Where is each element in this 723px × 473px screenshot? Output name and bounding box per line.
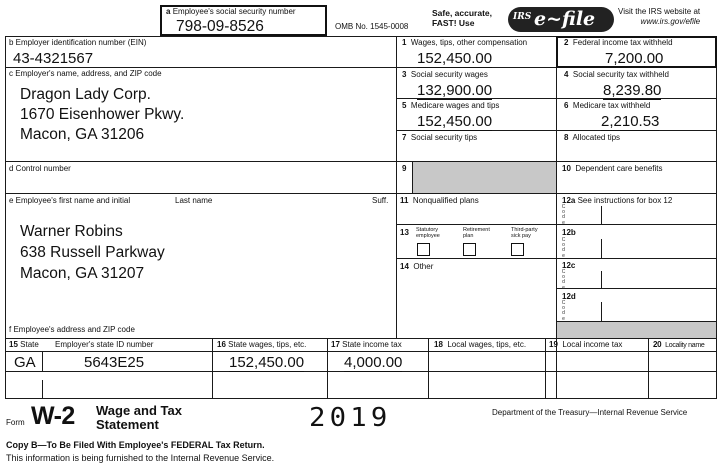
box5-label: 5 Medicare wages and tips (402, 101, 500, 110)
box2-label: 2 Federal income tax withheld (564, 38, 673, 47)
box13-statutory-label: Statutory employee (416, 227, 440, 239)
box11-label: 11 Nonqualified plans (400, 196, 479, 205)
efile-logo-irs: IRS (513, 12, 532, 22)
box9-shaded (412, 162, 556, 193)
box15-label: 15 State (9, 340, 39, 349)
employee-name-label: e Employee's first name and initial (9, 196, 131, 205)
box14-label: 14 Other (400, 262, 434, 271)
box3-label: 3 Social security wages (402, 70, 488, 79)
safe-text: Safe, accurate, FAST! Use (432, 8, 493, 28)
box12b-code-label: C o d e (561, 237, 566, 259)
box12a-code-label: C o d e (561, 204, 566, 226)
omb-number: OMB No. 1545-0008 (335, 22, 409, 31)
retirement-plan-checkbox[interactable] (463, 243, 476, 256)
box17-label: 17 State income tax (331, 340, 402, 349)
employee-city: Macon, GA 31207 (20, 265, 145, 282)
box12c-label: 12c (562, 261, 576, 270)
box10-label: 10 Dependent care benefits (562, 164, 663, 173)
form-name: W-2 (31, 402, 75, 430)
box17-value: 4,000.00 (344, 354, 403, 371)
employee-last-name-label: Last name (175, 196, 213, 205)
employer-name-label: c Employer's name, address, and ZIP code (9, 69, 162, 78)
box12a-label: 12a See instructions for box 12 (562, 196, 673, 205)
box20-label: 20 Locality name (653, 340, 705, 349)
box4-value: 8,239.80 (603, 82, 662, 99)
box12c-code-label: C o d e (561, 269, 566, 291)
box13-thirdparty-label: Third-party sick pay (511, 227, 538, 239)
visit-text: Visit the IRS website at www.irs.gov/efile (618, 7, 701, 26)
box16-value: 152,450.00 (229, 354, 305, 371)
employer-address: 1670 Eisenhower Pkwy. (20, 106, 185, 123)
state-value: GA (14, 354, 36, 371)
form-title: Wage and Tax Statement (96, 403, 182, 432)
department-text: Department of the Treasury—Internal Revenue Service (492, 408, 688, 417)
efile-logo-icon (508, 7, 614, 32)
box6-value: 2,210.53 (601, 113, 660, 130)
employee-suffix-label: Suff. (372, 196, 389, 205)
box12d-code-label: C o d e (561, 300, 566, 322)
box9-label: 9 (402, 164, 407, 173)
third-party-sick-pay-checkbox[interactable] (511, 243, 524, 256)
efile-logo-text: e~file (534, 8, 596, 30)
employer-state-id-label: Employer's state ID number (55, 340, 154, 349)
statutory-employee-checkbox[interactable] (417, 243, 430, 256)
box3-value: 132,900.00 (417, 82, 493, 99)
ein-label: b Employer identification number (EIN) (9, 38, 147, 47)
box6-label: 6 Medicare tax withheld (564, 101, 651, 110)
box4-label: 4 Social security tax withheld (564, 70, 669, 79)
box5-value: 152,450.00 (417, 113, 493, 130)
state-id-value: 5643E25 (84, 354, 145, 371)
employee-address-label: f Employee's address and ZIP code (9, 325, 135, 334)
employer-name: Dragon Lady Corp. (20, 86, 151, 103)
form-word: Form (6, 418, 25, 427)
box19-label: 19 Local income tax (549, 340, 623, 349)
copy-b-line: Copy B—To Be Filed With Employee's FEDERAL Tax Return. (6, 440, 265, 450)
box1-label: 1 Wages, tips, other compensation (402, 38, 528, 47)
control-number-label: d Control number (9, 164, 71, 173)
box16-label: 16 State wages, tips, etc. (217, 340, 307, 349)
box13-label: 13 (400, 228, 409, 237)
box12b-label: 12b (562, 228, 576, 237)
employer-city: Macon, GA 31206 (20, 126, 145, 143)
box18-label: 18 Local wages, tips, etc. (434, 340, 527, 349)
employee-address: 638 Russell Parkway (20, 244, 165, 261)
box12d-label: 12d (562, 292, 576, 301)
employee-name: Warner Robins (20, 223, 123, 240)
ein-value: 43-4321567 (13, 50, 94, 67)
box7-label: 7 Social security tips (402, 133, 478, 142)
info-line: This information is being furnished to the Internal Revenue Service. (6, 453, 275, 463)
box2-value: 7,200.00 (605, 50, 664, 67)
tax-year: 2019 (309, 403, 392, 433)
box8-label: 8 Allocated tips (564, 133, 621, 142)
ssn-value: 798-09-8526 (176, 18, 264, 35)
ssn-label: a Employee's social security number (166, 7, 296, 16)
box13-retirement-label: Retirement plan (463, 227, 490, 239)
box1-value: 152,450.00 (417, 50, 493, 67)
